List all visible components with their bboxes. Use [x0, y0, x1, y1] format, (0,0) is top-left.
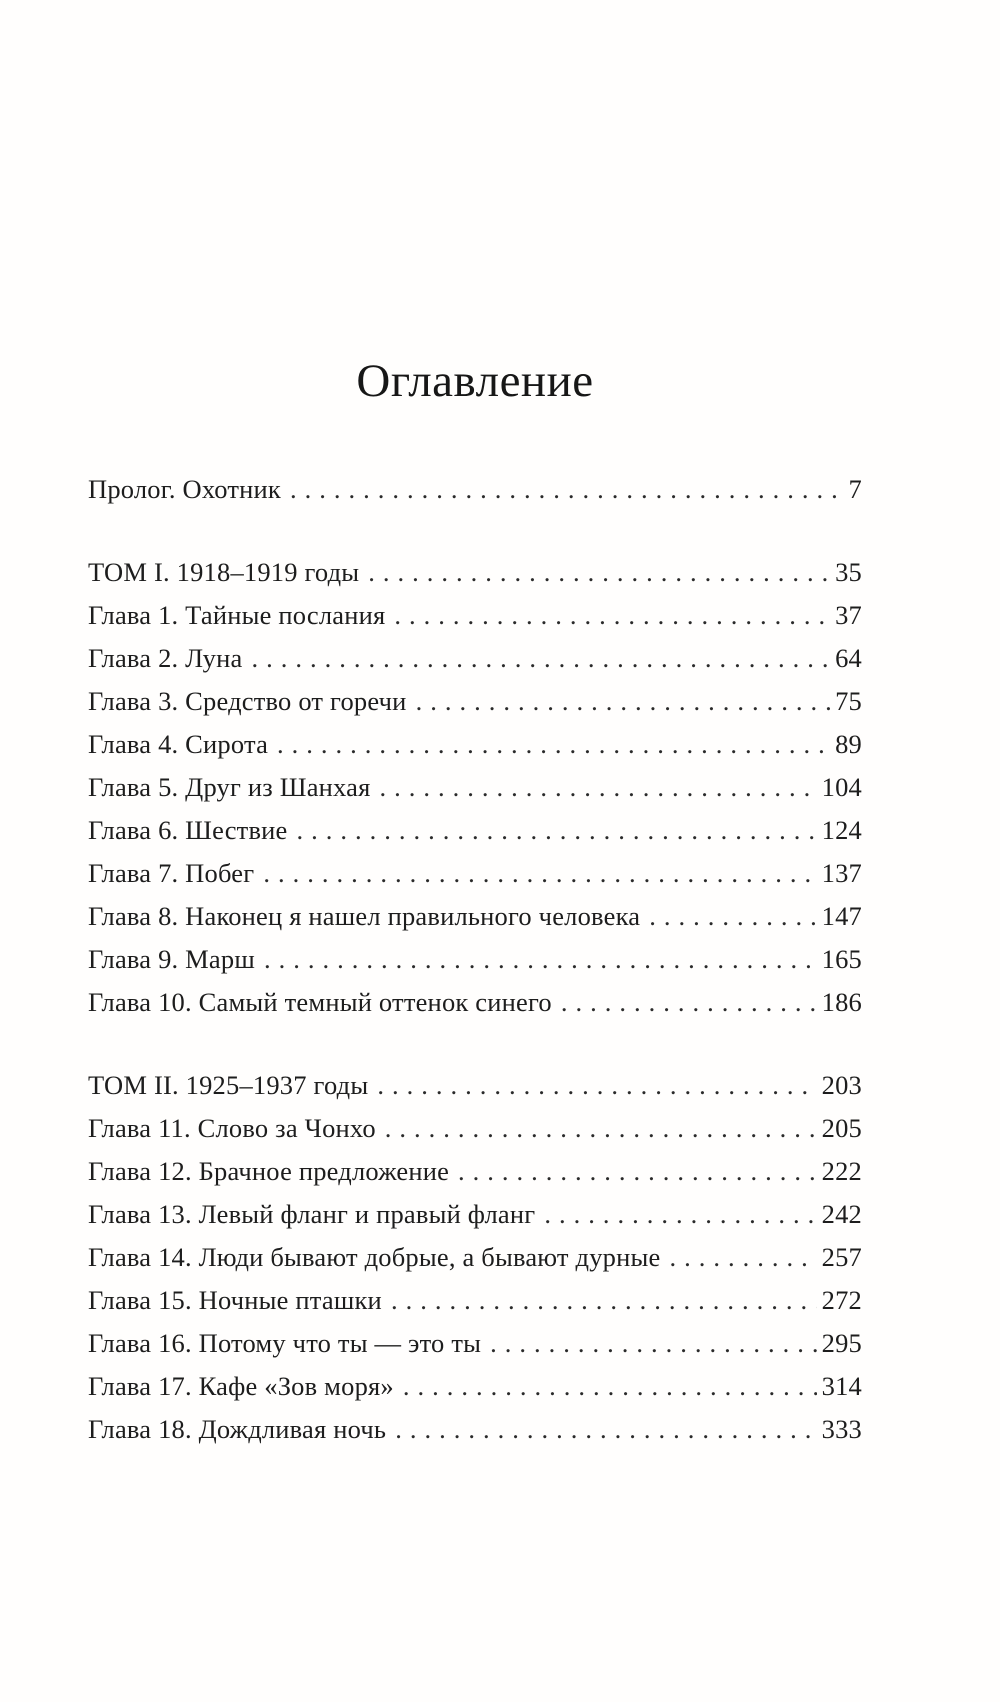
- toc-entry: [88, 723, 862, 766]
- toc-entry-label: Глава 15. Ночные пташки: [88, 1284, 382, 1315]
- toc-entry-label: Глава 10. Самый темный оттенок синего: [88, 986, 552, 1017]
- dot-leader: [368, 551, 830, 594]
- toc-section-volume-1: [88, 551, 862, 1024]
- dot-leader: [391, 1279, 817, 1322]
- toc-entry-page: 64: [835, 642, 862, 673]
- toc-entry: [88, 1365, 862, 1408]
- toc-entry: [88, 938, 862, 981]
- dot-leader: [277, 723, 830, 766]
- toc-entry: [88, 680, 862, 723]
- toc-entry: [88, 981, 862, 1024]
- toc-entry-page: 137: [821, 857, 862, 888]
- toc-entry-label: Пролог. Охотник: [88, 473, 281, 504]
- dot-leader: [544, 1193, 816, 1236]
- toc-entry-label: Глава 1. Тайные послания: [88, 599, 386, 630]
- toc-entry-page: 186: [821, 986, 862, 1017]
- toc-entry: [88, 809, 862, 852]
- toc-entry-page: 333: [821, 1413, 862, 1444]
- toc-entry: [88, 1064, 862, 1107]
- toc-entry-label: Глава 6. Шествие: [88, 814, 288, 845]
- toc-entry: [88, 468, 862, 511]
- dot-leader: [669, 1236, 816, 1279]
- toc-entry: [88, 1150, 862, 1193]
- toc-entry-label: ТОМ I. 1918–1919 годы: [88, 556, 360, 587]
- toc-entry-page: 104: [821, 771, 862, 802]
- toc-entry-page: 222: [821, 1155, 862, 1186]
- toc-entry-label: Глава 17. Кафе «Зов моря»: [88, 1370, 394, 1401]
- toc-entry-page: 295: [821, 1327, 862, 1358]
- dot-leader: [380, 766, 817, 809]
- toc-entry: [88, 895, 862, 938]
- toc-entry-page: 205: [821, 1112, 862, 1143]
- toc-section-prologue: [88, 468, 862, 511]
- toc-entry: [88, 766, 862, 809]
- toc-entry-page: 165: [821, 943, 862, 974]
- toc-entry: [88, 594, 862, 637]
- toc-entry-label: Глава 2. Луна: [88, 642, 243, 673]
- toc-entry: [88, 637, 862, 680]
- toc-entry-page: 314: [821, 1370, 862, 1401]
- toc-entry-page: 89: [835, 728, 862, 759]
- dot-leader: [403, 1365, 817, 1408]
- toc-entry-page: 147: [821, 900, 862, 931]
- toc-list: [88, 468, 862, 1451]
- toc-section-volume-2: [88, 1064, 862, 1451]
- dot-leader: [290, 468, 844, 511]
- dot-leader: [297, 809, 817, 852]
- dot-leader: [458, 1150, 817, 1193]
- toc-entry-page: 124: [821, 814, 862, 845]
- toc-entry-label: Глава 12. Брачное предложение: [88, 1155, 450, 1186]
- toc-entry: [88, 1408, 862, 1451]
- toc-entry-label: Глава 18. Дождливая ночь: [88, 1413, 387, 1444]
- toc-entry-label: Глава 9. Марш: [88, 943, 255, 974]
- toc-entry-page: 7: [848, 473, 862, 504]
- dot-leader: [377, 1064, 816, 1107]
- toc-entry-page: 75: [835, 685, 862, 716]
- dot-leader: [395, 1408, 816, 1451]
- toc-entry: [88, 852, 862, 895]
- toc-entry-label: Глава 14. Люди бывают добрые, а бывают дурные: [88, 1241, 661, 1272]
- toc-entry-label: Глава 8. Наконец я нашел правильного человека: [88, 900, 641, 931]
- toc-entry-label: Глава 16. Потому что ты — это ты: [88, 1327, 482, 1358]
- toc-entry-label: Глава 5. Друг из Шанхая: [88, 771, 371, 802]
- dot-leader: [264, 938, 817, 981]
- toc-entry: [88, 1193, 862, 1236]
- toc-entry-page: 203: [821, 1069, 862, 1100]
- dot-leader: [416, 680, 831, 723]
- toc-entry-label: Глава 11. Слово за Чонхо: [88, 1112, 376, 1143]
- toc-entry: [88, 1279, 862, 1322]
- toc-entry-label: Глава 3. Средство от горечи: [88, 685, 407, 716]
- dot-leader: [385, 1107, 817, 1150]
- toc-entry-label: Глава 4. Сирота: [88, 728, 269, 759]
- dot-leader: [649, 895, 816, 938]
- page-title: Оглавление: [356, 355, 594, 407]
- toc-entry-label: Глава 7. Побег: [88, 857, 255, 888]
- toc-entry-page: 272: [821, 1284, 862, 1315]
- toc-entry: [88, 1107, 862, 1150]
- dot-leader: [263, 852, 816, 895]
- toc-entry: [88, 1236, 862, 1279]
- toc-entry-page: 37: [835, 599, 862, 630]
- toc-entry-page: 242: [821, 1198, 862, 1229]
- dot-leader: [394, 594, 830, 637]
- toc-entry-label: Глава 13. Левый фланг и правый фланг: [88, 1198, 536, 1229]
- toc-entry-label: ТОМ II. 1925–1937 годы: [88, 1069, 369, 1100]
- dot-leader: [561, 981, 817, 1024]
- toc-entry-page: 257: [821, 1241, 862, 1272]
- dot-leader: [490, 1322, 817, 1365]
- toc-entry-page: 35: [835, 556, 862, 587]
- toc-entry: [88, 551, 862, 594]
- dot-leader: [251, 637, 830, 680]
- toc-entry: [88, 1322, 862, 1365]
